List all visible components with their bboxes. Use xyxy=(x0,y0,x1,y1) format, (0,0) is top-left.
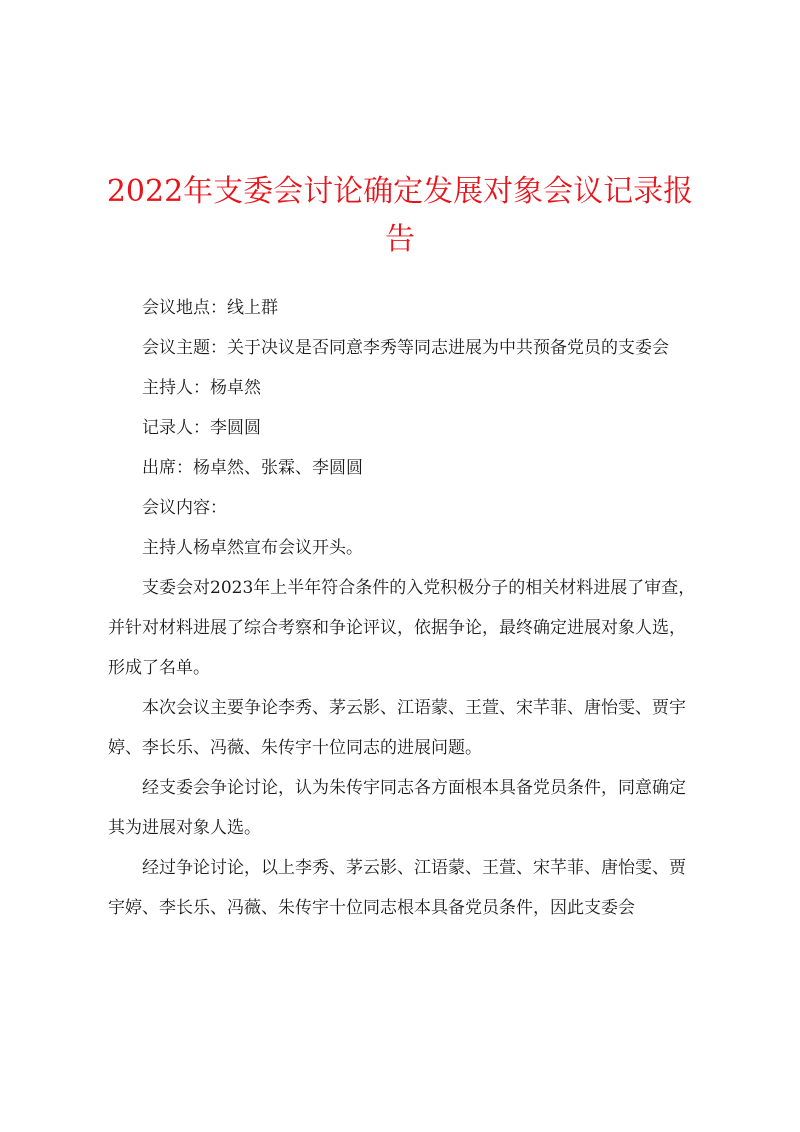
meeting-recorder: 记录人：李圆圆 xyxy=(142,418,261,438)
body-paragraph: 本次会议主要争论李秀、茅云影、江语蒙、王萱、宋芊菲、唐怡雯、贾宇婷、李长乐、冯薇、朱传宇十位同志的进展问题。 xyxy=(108,698,686,758)
body-paragraph: 经支委会争论讨论，认为朱传宇同志各方面根本具备党员条件，同意确定其为进展对象人选。 xyxy=(108,778,686,838)
document-title: 2022年支委会讨论确定发展对象会议记录报告 xyxy=(106,174,694,257)
meeting-host: 主持人：杨卓然 xyxy=(142,378,261,398)
meeting-content-heading: 会议内容： xyxy=(142,498,227,518)
document-body xyxy=(108,288,696,928)
meeting-location: 会议地点：线上群 xyxy=(142,298,278,318)
meeting-topic: 会议主题：关于决议是否同意李秀等同志进展为中共预备党员的支委会 xyxy=(142,338,669,358)
body-paragraph: 经过争论讨论，以上李秀、茅云影、江语蒙、王萱、宋芊菲、唐怡雯、贾宇婷、李长乐、冯薇、朱传宇十位同志根本具备党员条件，因此支委会 xyxy=(108,858,686,918)
body-paragraph: 主持人杨卓然宣布会议开头。 xyxy=(142,538,363,558)
meeting-attendees: 出席：杨卓然、张霖、李圆圆 xyxy=(142,458,363,478)
body-paragraph: 支委会对2023年上半年符合条件的入党积极分子的相关材料进展了审查，并针对材料进展了综合考察和争论评议，依据争论，最终确定进展对象人选，形成了名单。 xyxy=(108,578,696,678)
